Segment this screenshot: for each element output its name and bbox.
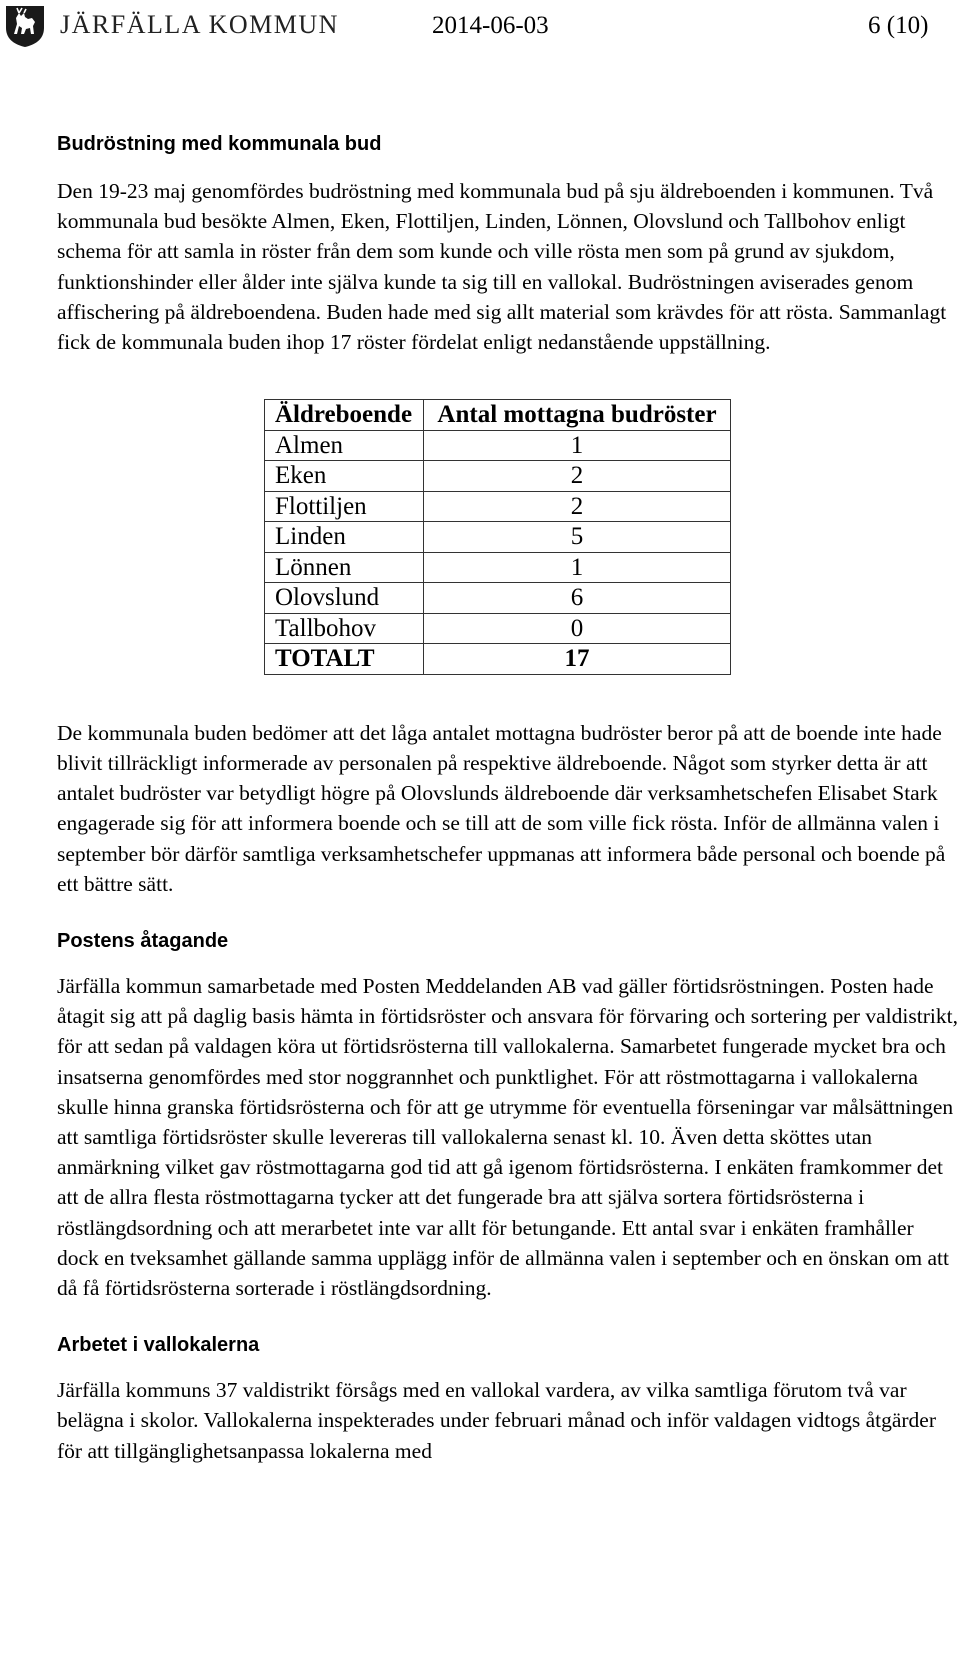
paragraph-vallokalerna: Järfälla kommuns 37 valdistrikt försågs med en vallokal vardera, av vilka samtliga förutom två var belägna i skolor. Vallokalerna inspekterades under februari månad och inför valdagen vidtogs åtgärder för att tillgänglighetsanpassa lokalerna med: [57, 1378, 937, 1463]
table-header-cell: Äldreboende: [265, 400, 424, 431]
table-row: [265, 552, 731, 583]
table-cell-name: Almen: [265, 430, 424, 461]
table-row: [265, 491, 731, 522]
table-row: [265, 461, 731, 492]
page-number: 6 (10): [868, 12, 929, 39]
table-cell-count: 6: [424, 583, 731, 614]
table-total-label: TOTALT: [265, 644, 424, 675]
document-body: [57, 130, 959, 1466]
section-heading-budrostning: Budröstning med kommunala bud: [57, 133, 382, 155]
table-total-count: 17: [424, 644, 731, 675]
table-cell-count: 2: [424, 461, 731, 492]
table-cell-name: Flottiljen: [265, 491, 424, 522]
paragraph-posten: Järfälla kommun samarbetade med Posten Meddelanden AB vad gäller förtidsröstningen. Posten hade åtagit sig att på daglig basis hämta in förtidsröster och ansvara för förvaring och sortering per valdistrikt, för att sedan på valdagen köra ut förtidsrösterna till vallokalerna. Samarbetet fungerade mycket bra och insatserna genomfördes med stor noggrannhet och punktlighet. För att röstmottagarna i vallokalerna skulle hinna granska förtidsrösterna och för att ge utrymme för eventuella förseningar var målsättningen att samtliga förtidsröster skulle levereras till vallokalerna senast kl. 10. Även detta sköttes utan anmärkning vilket gav röstmottagarna god tid att gå igenom förtidsrösterna. I enkäten framkommer det att de allra flesta röstmottagarna tycker att det fungerade bra att själva sortera förtidsrösterna i röstlängdsordning och att merarbetet inte var allt för betungande. Ett antal svar i enkäten framhåller dock en tveksamhet gällande samma upplägg inför de allmänna valen i september och en önskan om att då få förtidsrösterna sorterade i röstlängdsordning.: [57, 973, 958, 1300]
table-row: [265, 613, 731, 644]
paragraph-budrostning: Den 19-23 maj genomfördes budröstning med kommunala bud på sju äldreboenden i kommunen. Två kommunala bud besökte Almen, Eken, Flottiljen, Linden, Lönnen, Olovslund och Tallbohov enligt schema för att samla in röster från dem som kunde och ville rösta men som på grund av sjukdom, funktionshinder eller ålder inte själva kunde ta sig till en vallokal. Budröstningen aviserades genom affischering på äldreboendena. Buden hade med sig allt material som krävdes för att rösta. Sammanlagt fick de kommunala buden ihop 17 röster fördelat enligt nedanstående uppställning.: [57, 179, 947, 355]
table-header-cell: Antal mottagna budröster: [424, 400, 731, 431]
votes-table: [264, 399, 731, 675]
table-row: [265, 430, 731, 461]
table-cell-name: Eken: [265, 461, 424, 492]
paragraph-assessment: De kommunala buden bedömer att det låga antalet mottagna budröster beror på att de boende inte hade blivit tillräckligt informerade av personalen på respektive äldreboende. Något som styrker detta är att antalet budröster var betydligt högre på Olovslunds äldreboende där verksamhetschefen Elisabet Stark engagerade sig för att informera boende och se till att de som ville fick rösta. Inför de allmänna valen i september bör därför samtliga verksamhetschefer uppmanas att informera både personal och boende på ett bättre sätt.: [57, 720, 946, 896]
table-cell-count: 1: [424, 552, 731, 583]
table-cell-name: Tallbohov: [265, 613, 424, 644]
coat-of-arms-logo-icon: [4, 4, 46, 48]
page-header: [0, 0, 960, 60]
section-heading-vallokalerna: Arbetet i vallokalerna: [57, 1334, 260, 1357]
table-cell-name: Lönnen: [265, 552, 424, 583]
section-heading-posten: Postens åtagande: [57, 929, 229, 952]
table-cell-count: 5: [424, 522, 731, 553]
table-cell-name: Linden: [265, 522, 424, 553]
table-total-row: [265, 644, 731, 675]
organization-name: JÄRFÄLLA KOMMUN: [60, 10, 339, 39]
table-row: [265, 583, 731, 614]
table-cell-count: 1: [424, 430, 731, 461]
table-cell-name: Olovslund: [265, 583, 424, 614]
table-row: [265, 522, 731, 553]
document-date: 2014-06-03: [432, 12, 549, 39]
table-cell-count: 2: [424, 491, 731, 522]
table-cell-count: 0: [424, 613, 731, 644]
table-header-row: [265, 400, 731, 431]
